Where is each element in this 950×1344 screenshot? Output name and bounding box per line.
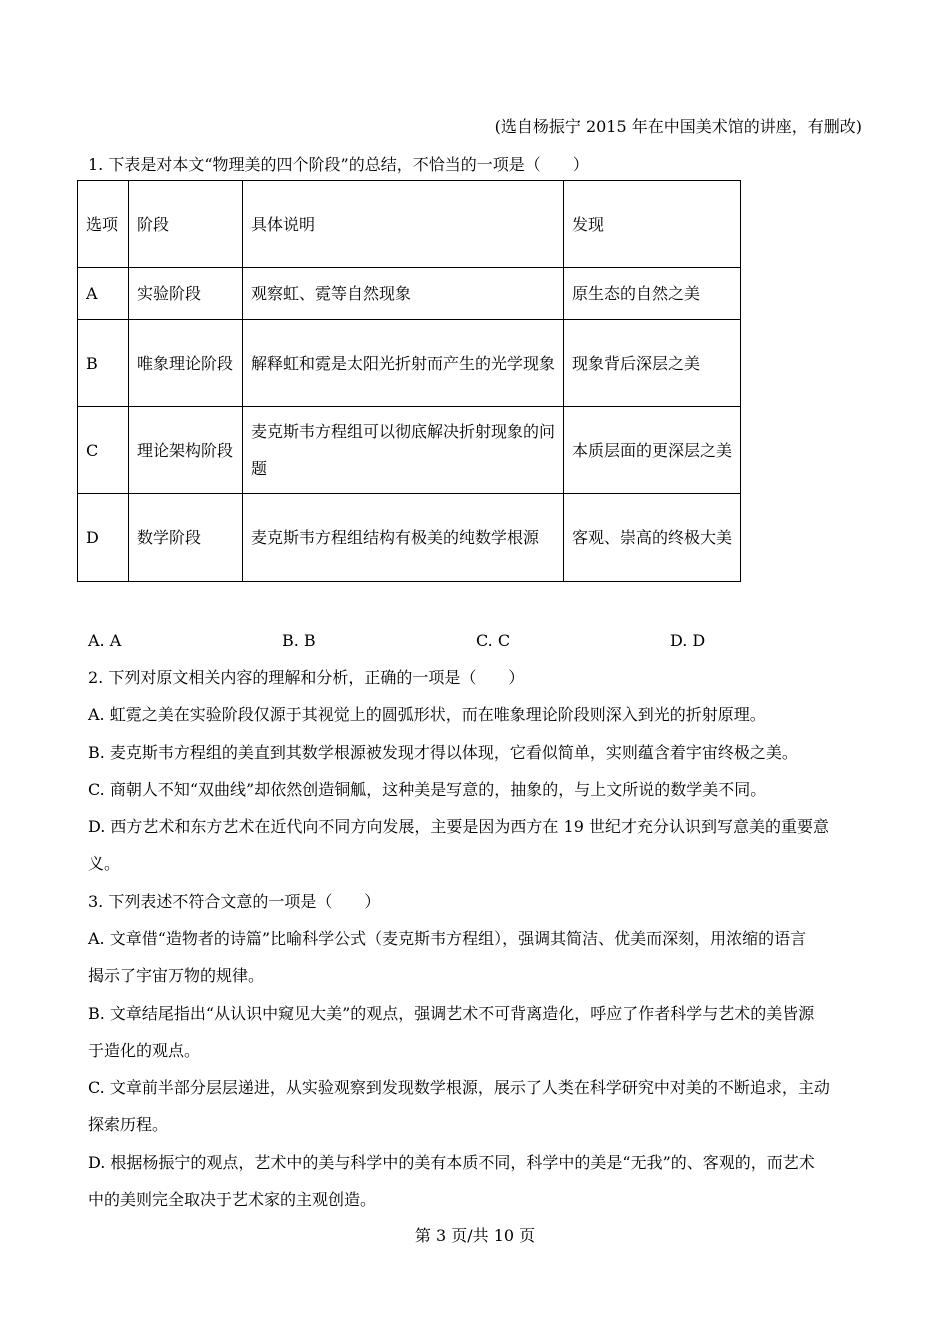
choice-b: B. B — [282, 631, 316, 650]
question-1-stem: 1. 下表是对本文“物理美的四个阶段”的总结，不恰当的一项是（ ） — [88, 155, 589, 174]
header-stage: 阶段 — [129, 181, 243, 268]
question-3-stem: 3. 下列表述不符合文意的一项是（ ） — [88, 892, 381, 911]
question-3-option-c: C. 文章前半部分层层递进，从实验观察到发现数学根源，展示了人类在科学研究中对美的不断追求，主动 — [88, 1078, 830, 1097]
question-2-option-c: C. 商朝人不知“双曲线”却依然创造铜觚，这种美是写意的，抽象的，与上文所说的数学美不同。 — [88, 780, 767, 799]
page-number: 第 3 页/共 10 页 — [414, 1226, 536, 1245]
choice-d: D. D — [670, 631, 706, 650]
stage-summary-table — [77, 180, 741, 582]
row-description: 解释虹和霓是太阳光折射而产生的光学现象 — [243, 320, 564, 407]
header-option: 选项 — [78, 181, 129, 268]
question-3-option-d-cont: 中的美则完全取决于艺术家的主观创造。 — [88, 1190, 377, 1209]
question-3-option-a: A. 文章借“造物者的诗篇”比喻科学公式（麦克斯韦方程组），强调其简洁、优美而深刻，用浓缩的语言 — [88, 929, 807, 948]
row-finding: 客观、崇高的终极大美 — [564, 494, 741, 582]
row-option: A — [78, 268, 129, 320]
row-stage: 理论架构阶段 — [129, 407, 243, 494]
question-3-option-c-cont: 探索历程。 — [88, 1115, 169, 1134]
table-row — [78, 407, 741, 494]
question-2-stem: 2. 下列对原文相关内容的理解和分析，正确的一项是（ ） — [88, 668, 525, 687]
table-row — [78, 494, 741, 582]
choice-a: A. A — [88, 631, 122, 650]
question-3-option-b-cont: 于造化的观点。 — [88, 1041, 201, 1060]
row-description: 麦克斯韦方程组结构有极美的纯数学根源 — [243, 494, 564, 582]
header-description: 具体说明 — [243, 181, 564, 268]
row-finding: 现象背后深层之美 — [564, 320, 741, 407]
question-2-option-d-cont: 义。 — [88, 854, 121, 873]
row-stage: 实验阶段 — [129, 268, 243, 320]
source-note: (选自杨振宁 2015 年在中国美术馆的讲座，有删改) — [494, 117, 862, 136]
row-option: B — [78, 320, 129, 407]
row-description: 观察虹、霓等自然现象 — [243, 268, 564, 320]
row-finding: 原生态的自然之美 — [564, 268, 741, 320]
table-row — [78, 268, 741, 320]
choice-c: C. C — [476, 631, 511, 650]
row-finding: 本质层面的更深层之美 — [564, 407, 741, 494]
question-2-option-b: B. 麦克斯韦方程组的美直到其数学根源被发现才得以体现，它看似简单，实则蕴含着宇宙终极之美。 — [88, 743, 798, 762]
question-3-option-d: D. 根据杨振宁的观点，艺术中的美与科学中的美有本质不同，科学中的美是“无我”的、客观的，而艺术 — [88, 1153, 815, 1172]
row-stage: 唯象理论阶段 — [129, 320, 243, 407]
table-row — [78, 320, 741, 407]
question-2-option-a: A. 虹霓之美在实验阶段仅源于其视觉上的圆弧形状，而在唯象理论阶段则深入到光的折射原理。 — [88, 705, 766, 724]
row-option: D — [78, 494, 129, 582]
row-description: 麦克斯韦方程组可以彻底解决折射现象的问题 — [243, 407, 564, 494]
question-3-option-a-cont: 揭示了宇宙万物的规律。 — [88, 966, 265, 985]
question-2-option-d: D. 西方艺术和东方艺术在近代向不同方向发展，主要是因为西方在 19 世纪才充分认识到写意美的重要意 — [88, 817, 829, 836]
question-1-choices — [0, 631, 950, 653]
question-3-option-b: B. 文章结尾指出“从认识中窥见大美”的观点，强调艺术不可背离造化，呼应了作者科学与艺术的美皆源 — [88, 1004, 815, 1023]
table-header-row — [78, 181, 741, 268]
row-option: C — [78, 407, 129, 494]
row-stage: 数学阶段 — [129, 494, 243, 582]
header-finding: 发现 — [564, 181, 741, 268]
